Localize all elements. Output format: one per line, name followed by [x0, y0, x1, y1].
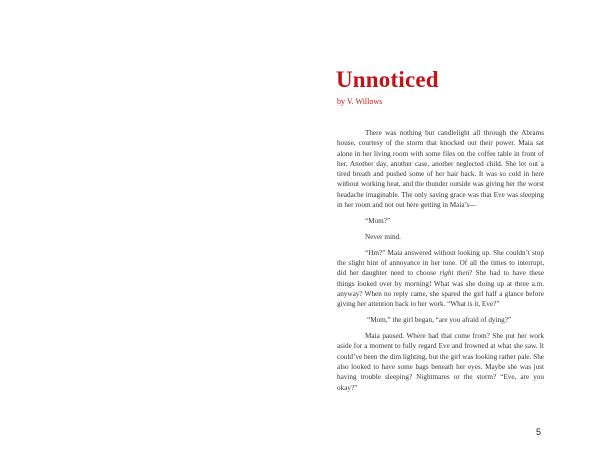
story-paragraph-5: “Mom,” the girl began, “are you afraid of dying?” [367, 316, 512, 325]
story-paragraph-2: “Mom?” [365, 216, 391, 225]
story-paragraph-4 [337, 248, 544, 310]
story-title: Unnoticed [336, 67, 439, 92]
story-paragraph-6: Maia paused. Where had that come from? She put her work aside for a moment to fully regard Eve and frowned at what she saw. It could’ve been the dim lighting, but the girl was looking rather pale. She also looked to have some bags beneath her eyes. Maybe she was just having trouble sleeping? Nightmares or the storm? “Eve, are you okay?” [337, 332, 544, 392]
paragraph-4-text-start: “Hm?” Maia answered without looking up. She couldn’t stop the slight hint of annoyance in her tone. Of all the times to interrupt, did her daughter need to choose [337, 248, 544, 278]
story-paragraph-3: Never mind. [365, 232, 401, 241]
author-byline: by V. Willows [337, 97, 383, 106]
paragraph-4-emphasis: right then [439, 269, 470, 278]
page-number: 5 [536, 427, 542, 437]
paragraph-4-text-end: ? She had to have these things looked over by morning! What was she doing up at three a.m. anyway? When no reply came, she spared the girl half a glance before giving her attention back to her work. “What is it, Eve?” [337, 269, 545, 309]
story-paragraph-1: There was nothing but candlelight all through the Abrams house, courtesy of the storm that knocked out their power. Maia sat alone in her living room with some files on the coffee table in front of her. Another day, another case, another neglected child. She let out a tired breath and pushed some of her hair back. It was so cold in here without working heat, and the thunder outside was giving her the worst headache imaginable. The only saving grace was that Eve was sleeping in her room and not out here getting in Maia’s— [337, 129, 544, 210]
story-body [337, 128, 544, 398]
